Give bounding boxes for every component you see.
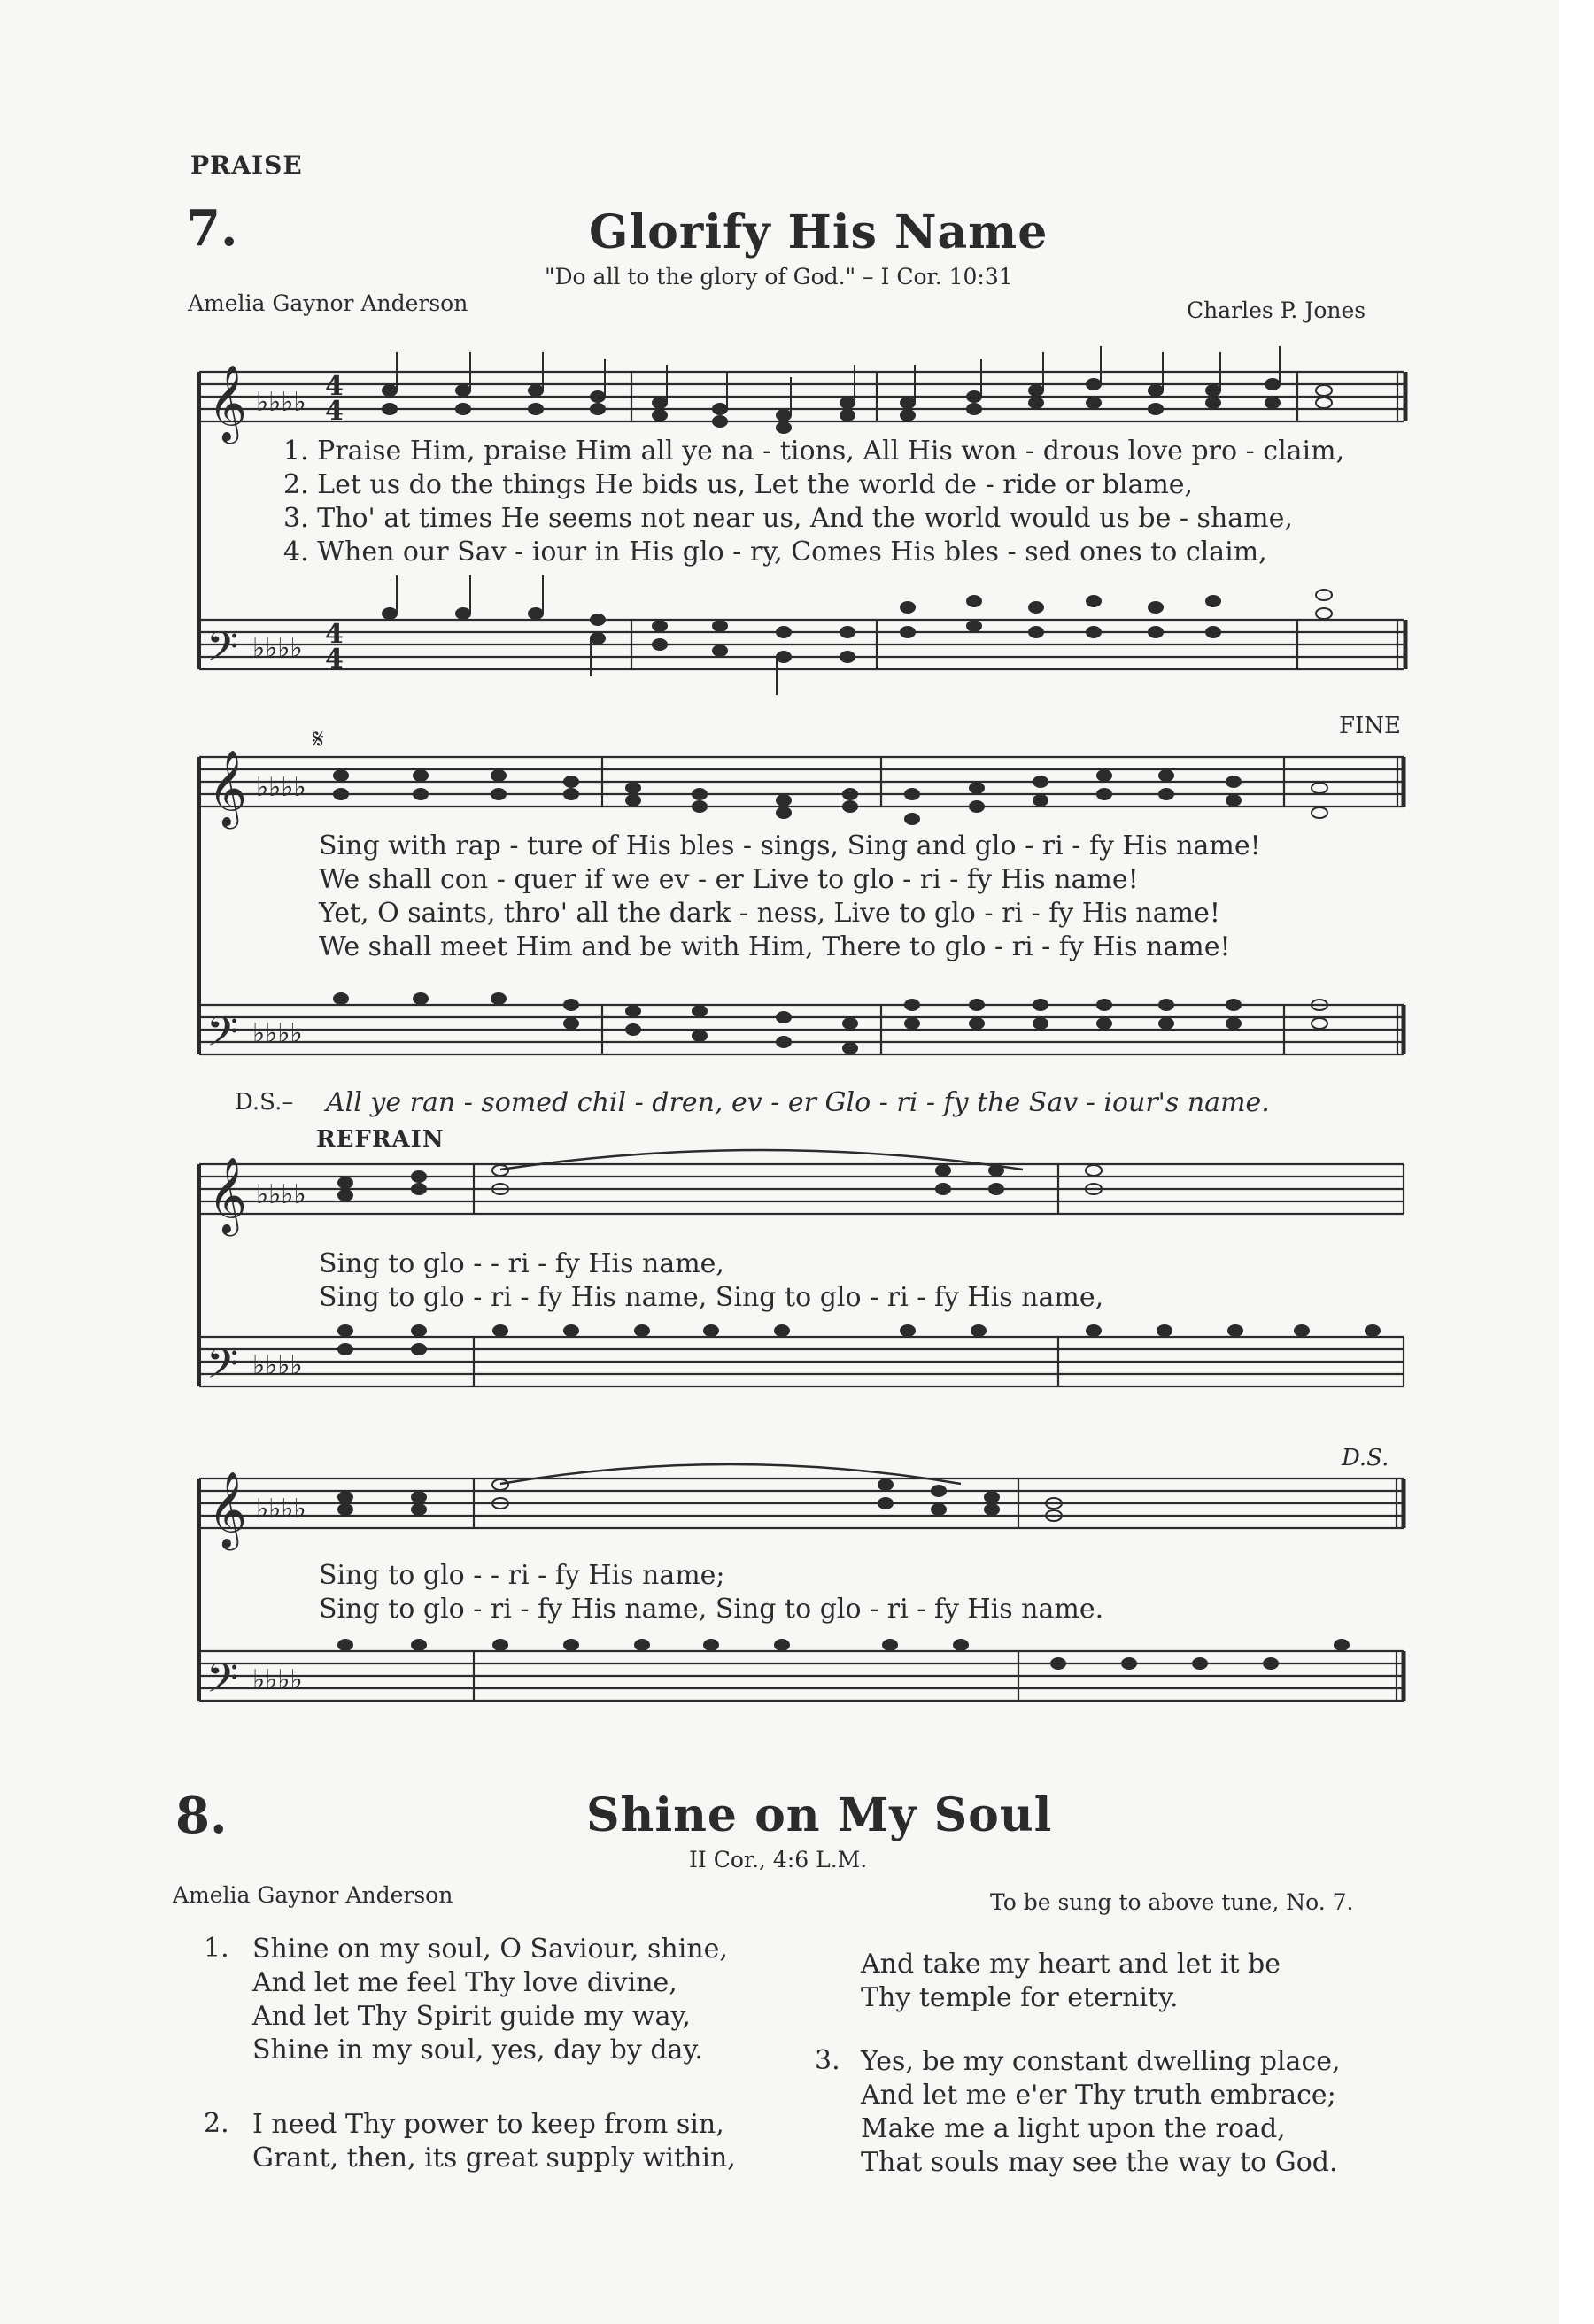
verse-line-2: 2. Let us do the things He bids us, Let the world de - ride or blame, (283, 469, 1194, 500)
stanza-3-number: 3. (815, 2045, 840, 2076)
system-2-verses (319, 830, 1261, 964)
svg-text:♭♭♭♭: ♭♭♭♭ (252, 1018, 303, 1049)
refrain-line-1: Sing to glo - - ri - fy His name, (319, 1248, 724, 1279)
svg-text:♭♭♭♭: ♭♭♭♭ (256, 1179, 306, 1210)
hymn-7-title: Glorify His Name (589, 205, 1048, 259)
svg-text:𝄋: 𝄋 (313, 724, 324, 755)
stanza-line: That souls may see the way to God. (861, 2147, 1338, 2178)
refrain-line-1: Sing to glo - - ri - fy His name; (319, 1560, 725, 1591)
refrain-line-2: Sing to glo - ri - fy His name, Sing to glo - ri - fy His name, (319, 1282, 1104, 1313)
hymn-8-number: 8. (175, 1787, 228, 1845)
fine-marking: FINE (1339, 713, 1402, 739)
verse-line-3: Yet, O saints, thro' all the dark - ness, Live to glo - ri - fy His name! (319, 898, 1220, 929)
svg-text:4: 4 (325, 371, 344, 402)
stanza-line: Yes, be my constant dwelling place, (861, 2046, 1341, 2077)
hymn-8-title: Shine on My Soul (586, 1788, 1053, 1842)
hymn-7-scripture: "Do all to the glory of God." – I Cor. 10:31 (545, 264, 1013, 290)
verse-line-4: 4. When our Sav - iour in His glo - ry, Comes His bles - sed ones to claim, (283, 537, 1267, 567)
svg-text:♭♭♭♭: ♭♭♭♭ (252, 1350, 303, 1381)
ds-marking: D.S. (1342, 1445, 1389, 1471)
ds-lyric-line: All ye ran - somed chil - dren, ev - er Glo - ri - fy the Sav - iour's name. (326, 1087, 1270, 1118)
stanza-line: And take my heart and let it be (861, 1949, 1281, 1980)
system-1-verses (283, 435, 1344, 569)
svg-text:𝄢: 𝄢 (206, 623, 239, 681)
svg-text:♭♭♭♭: ♭♭♭♭ (252, 633, 303, 664)
stanza-2-part-a (252, 2108, 736, 2175)
svg-text:4: 4 (325, 619, 344, 650)
verse-line-4: We shall meet Him and be with Him, There to glo - ri - fy His name! (319, 931, 1231, 962)
svg-text:𝄢: 𝄢 (206, 1008, 239, 1066)
hymn-7-music-credit: Charles P. Jones (1187, 297, 1366, 323)
svg-text:𝄞: 𝄞 (208, 1157, 247, 1233)
refrain-line-2: Sing to glo - ri - fy His name, Sing to glo - ri - fy His name. (319, 1594, 1104, 1625)
stanza-line: Shine on my soul, O Saviour, shine, (252, 1934, 728, 1965)
hymn-8-meter: II Cor., 4:6 L.M. (689, 1847, 868, 1872)
refrain-1-lyrics (319, 1247, 1103, 1315)
stanza-1-number: 1. (204, 1933, 229, 1964)
stanza-1 (252, 1933, 728, 2067)
hymn-8-tune-note: To be sung to above tune, No. 7. (990, 1889, 1354, 1915)
refrain-label: REFRAIN (316, 1126, 445, 1153)
verse-line-2: We shall con - quer if we ev - er Live to glo - ri - fy His name! (319, 864, 1139, 895)
stanza-2-number: 2. (204, 2108, 229, 2139)
verse-line-1: 1. Praise Him, praise Him all ye na - tions, All His won - drous love pro - claim, (283, 436, 1345, 467)
ds-label: D.S.– (235, 1089, 294, 1116)
svg-text:♭♭♭♭: ♭♭♭♭ (252, 1664, 303, 1695)
hymn-7-number: 7. (186, 199, 238, 258)
verse-line-3: 3. Tho' at times He seems not near us, And the world would us be - shame, (283, 503, 1293, 534)
svg-text:♭♭♭♭: ♭♭♭♭ (256, 387, 306, 418)
stanza-line: Shine in my soul, yes, day by day. (252, 2034, 703, 2065)
stanza-line: Thy temple for eternity. (861, 1982, 1179, 2013)
stanza-line: I need Thy power to keep from sin, (252, 2109, 724, 2140)
svg-text:4: 4 (325, 644, 344, 675)
svg-text:𝄢: 𝄢 (206, 1655, 239, 1712)
svg-text:4: 4 (325, 396, 344, 427)
svg-text:♭♭♭♭: ♭♭♭♭ (256, 1494, 306, 1525)
stanza-2-part-b (861, 1948, 1281, 2015)
refrain-2-lyrics (319, 1559, 1103, 1626)
svg-text:𝄞: 𝄞 (208, 1471, 247, 1548)
stanza-line: And let me feel Thy love divine, (252, 1967, 677, 1998)
hymn-8-words-credit: Amelia Gaynor Anderson (173, 1882, 453, 1908)
hymn-7-words-credit: Amelia Gaynor Anderson (188, 290, 468, 316)
section-label: PRAISE (190, 151, 303, 180)
verse-line-1: Sing with rap - ture of His bles - sings, Sing and glo - ri - fy His name! (319, 830, 1261, 861)
stanza-line: And let Thy Spirit guide my way, (252, 2001, 691, 2032)
svg-text:♭♭♭♭: ♭♭♭♭ (256, 772, 306, 803)
stanza-line: Grant, then, its great supply within, (252, 2143, 736, 2173)
stanza-3 (861, 2045, 1341, 2180)
svg-text:𝄞: 𝄞 (208, 365, 247, 441)
stanza-line: And let me e'er Thy truth embrace; (861, 2080, 1336, 2111)
stanza-line: Make me a light upon the road, (861, 2113, 1286, 2144)
svg-text:𝄞: 𝄞 (208, 750, 247, 826)
svg-text:𝄢: 𝄢 (206, 1340, 239, 1398)
